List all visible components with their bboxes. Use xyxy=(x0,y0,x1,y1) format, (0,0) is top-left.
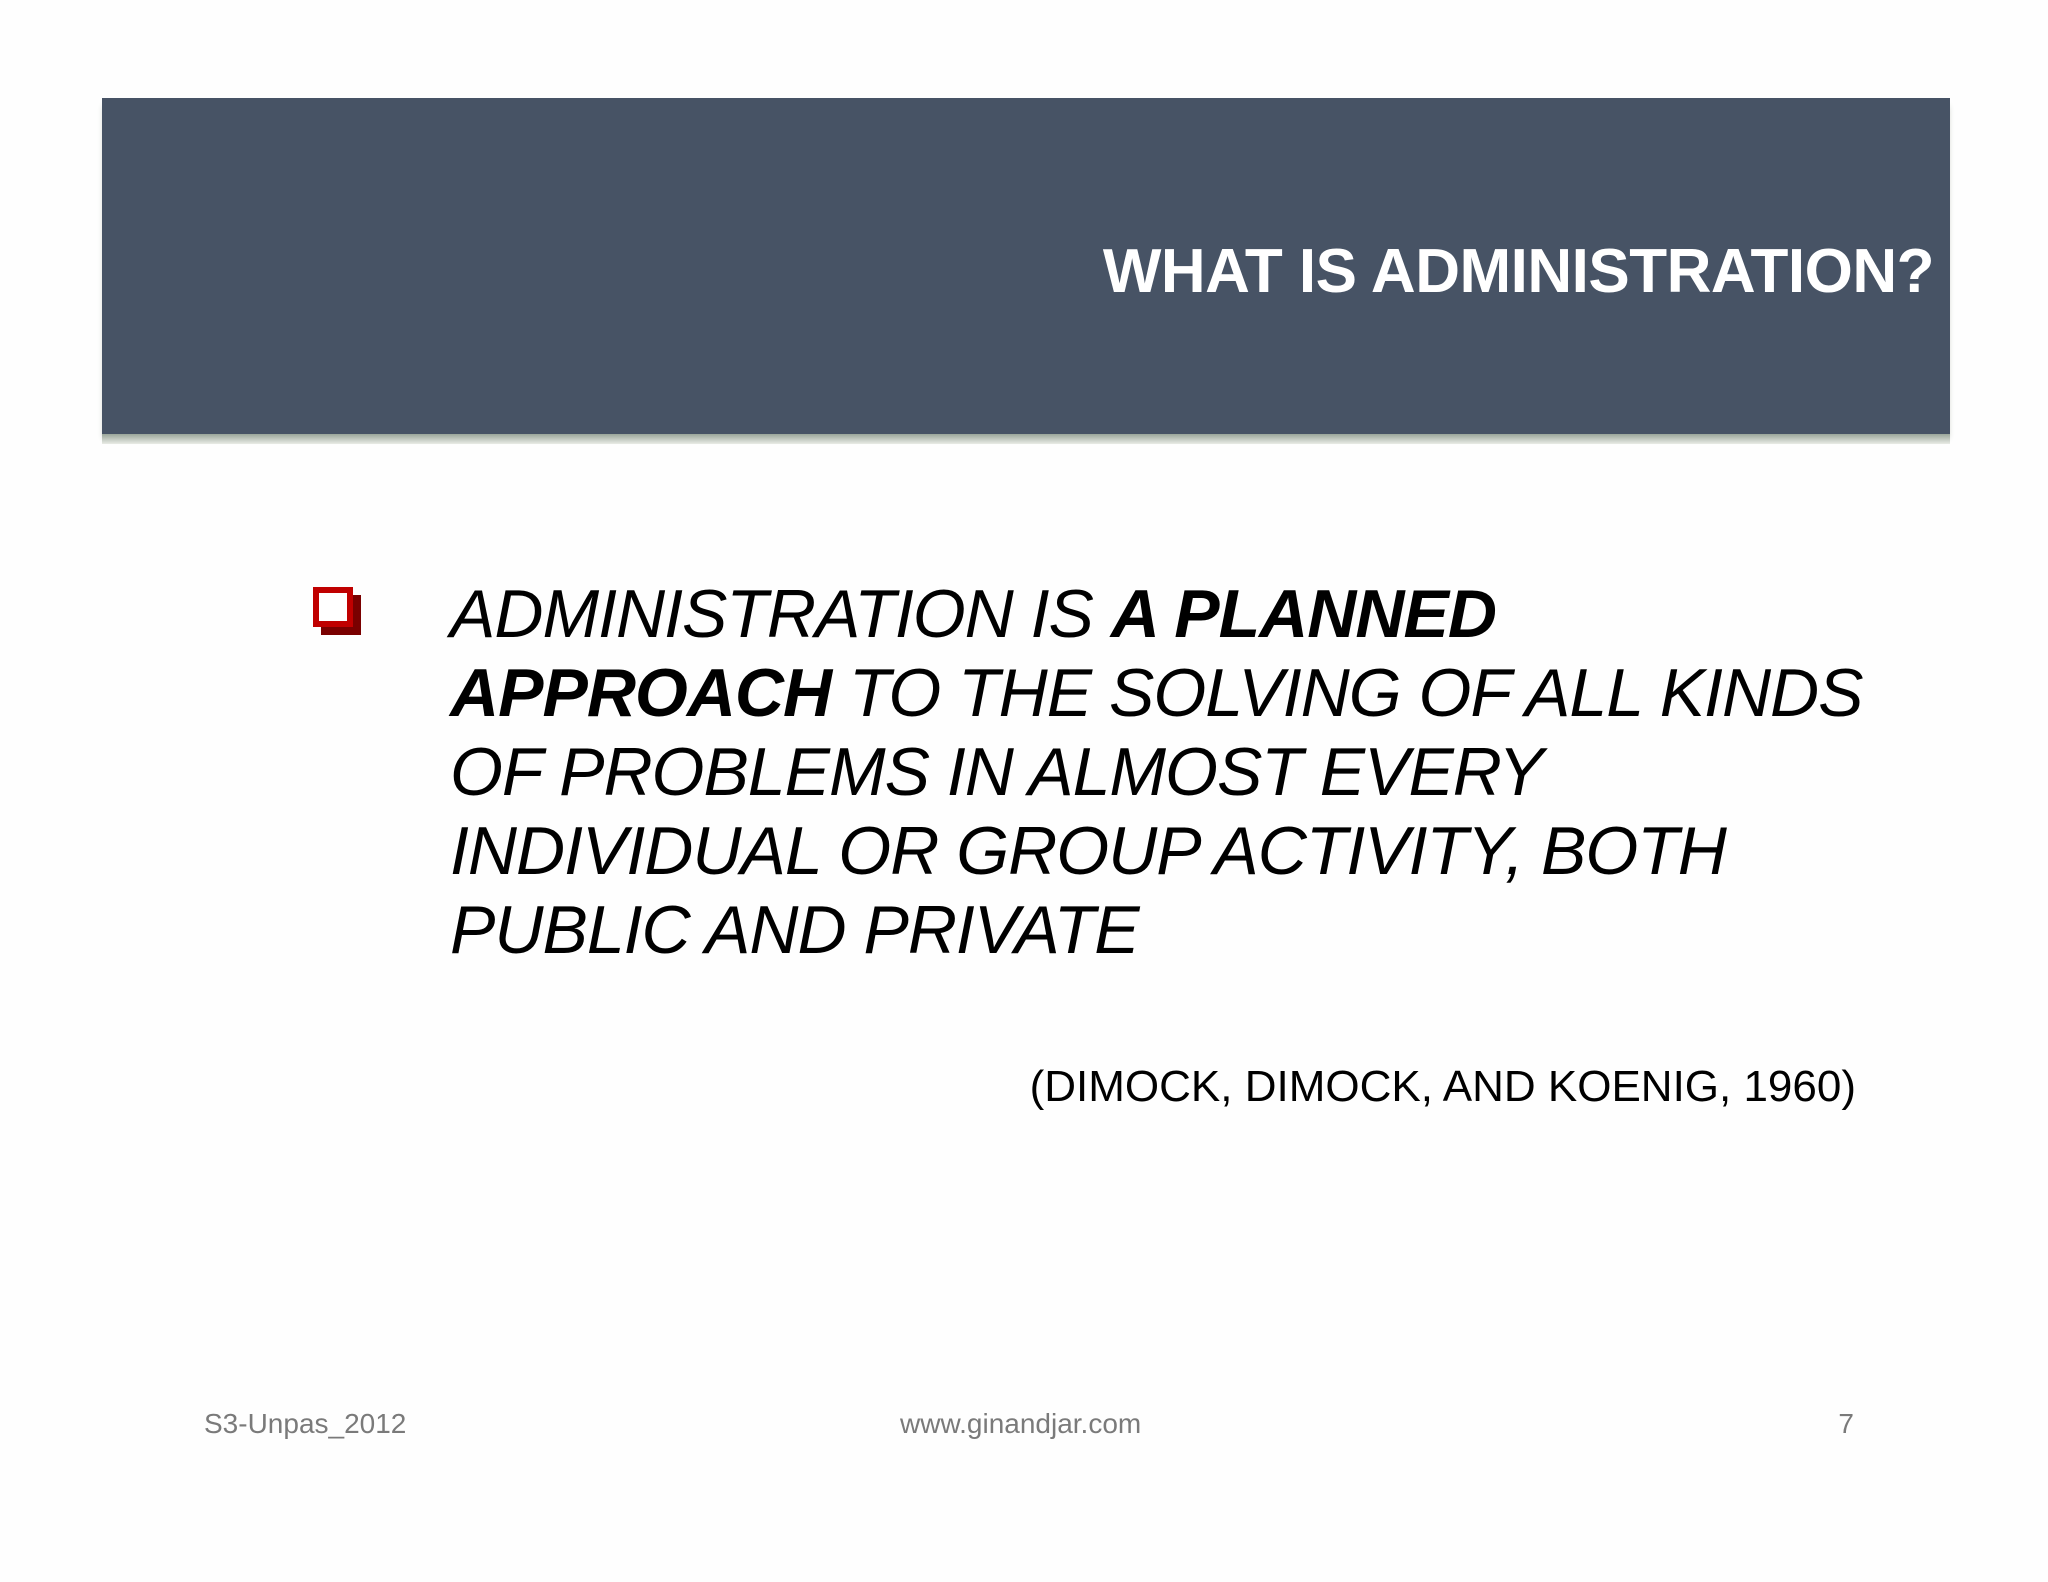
definition-text xyxy=(450,575,1870,970)
footer-website: www.ginandjar.com xyxy=(900,1408,1142,1439)
definition-emphasis: A PLANNED APPROACH xyxy=(450,576,1496,731)
footer-course-label: S3-Unpas_2012 xyxy=(204,1408,407,1439)
slide-title: WHAT IS ADMINISTRATION? xyxy=(1102,237,1934,306)
checkbox-square-icon xyxy=(311,585,363,637)
citation: (DIMOCK, DIMOCK, AND KOENIG, 1960) xyxy=(1029,1062,1856,1111)
footer-page-number: 7 xyxy=(1838,1408,1854,1439)
definition-text-part-2: TO THE SOLVING OF ALL KINDS OF PROBLEMS IN ALMOST EVERY INDIVIDUAL OR GROUP ACTIVITY, BOTH PUBLIC AND PRIVATE xyxy=(450,655,1863,968)
definition-text-part-1: ADMINISTRATION IS xyxy=(450,576,1111,652)
title-bar xyxy=(102,98,1950,434)
